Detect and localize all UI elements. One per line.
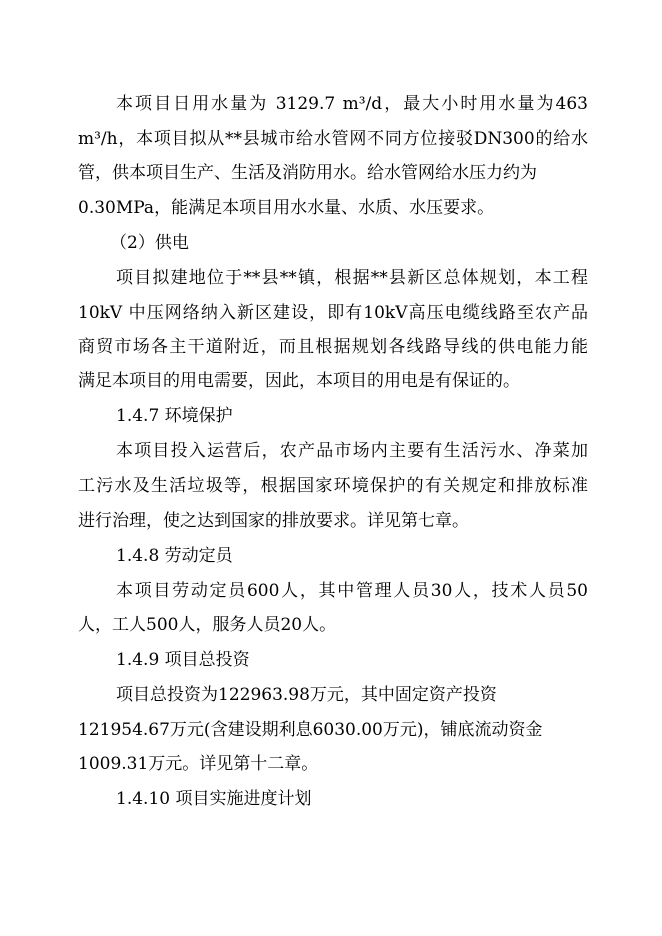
paragraph-line: 本项目劳动定员600人，其中管理人员30人，技术人员50 — [116, 581, 588, 601]
section-heading: 1.4.10 项目实施进度计划 — [116, 789, 312, 809]
paragraph-line: 0.30MPa，能满足本项目用水水量、水质、水压要求。 — [78, 198, 495, 218]
paragraph-line: 工污水及生活垃圾等，根据国家环境保护的有关规定和排放标准 — [78, 476, 588, 496]
paragraph-line: 本项目投入运营后，农产品市场内主要有生活污水、净菜加 — [116, 441, 588, 461]
paragraph-line: 项目总投资为122963.98万元，其中固定资产投资 — [116, 685, 497, 705]
paragraph-line: 人，工人500人，服务人员20人。 — [78, 615, 337, 635]
section-heading: 1.4.7 环境保护 — [116, 406, 233, 426]
paragraph-line: 满足本项目的用电需要，因此，本项目的用电是有保证的。 — [78, 371, 520, 391]
paragraph-line: 121954.67万元(含建设期利息6030.00万元)，铺底流动资金 — [78, 720, 543, 740]
paragraph-line: 1009.31万元。详见第十二章。 — [78, 754, 319, 774]
paragraph-line: m³/h，本项目拟从**县城市给水管网不同方位接驳DN300的给水 — [78, 129, 588, 149]
section-heading: 1.4.9 项目总投资 — [116, 650, 250, 670]
paragraph-line: 进行治理，使之达到国家的排放要求。详见第七章。 — [78, 511, 469, 531]
paragraph-line: 10kV 中压网络纳入新区建设，即有10kV高压电缆线路至农产品 — [78, 303, 588, 323]
section-heading: （2）供电 — [110, 233, 189, 253]
paragraph-line: 商贸市场各主干道附近，而且根据规划各线路导线的供电能力能 — [78, 337, 588, 357]
section-heading: 1.4.8 劳动定员 — [116, 546, 233, 566]
paragraph-line: 本项目日用水量为 3129.7 m³/d，最大小时用水量为463 — [116, 94, 588, 114]
paragraph-line: 管，供本项目生产、生活及消防用水。给水管网给水压力约为 — [78, 163, 537, 183]
paragraph-line: 项目拟建地位于**县**镇，根据**县新区总体规划，本工程 — [116, 268, 588, 288]
